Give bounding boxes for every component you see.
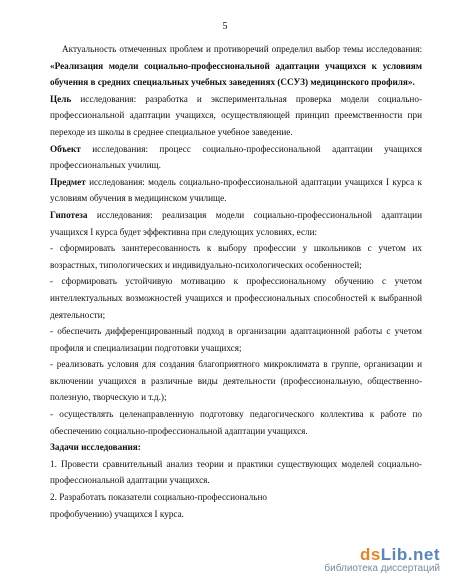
document-body bbox=[50, 41, 422, 522]
page-number: 5 bbox=[222, 21, 228, 32]
subject-text: исследования: модель социально-профессиональной адаптации учащихся I курса к условиям обучения в медицинском училище. bbox=[50, 176, 422, 204]
object-label: Объект bbox=[50, 143, 81, 154]
paragraph-hypothesis bbox=[50, 207, 422, 240]
paragraph-subject bbox=[50, 174, 422, 207]
tasks-heading-text: Задачи исследования: bbox=[50, 442, 141, 453]
hypothesis-text: исследования: реализация модели социально-профессиональной адаптации учащихся I курса будет эффективна при следующих условиях, если: bbox=[50, 209, 422, 237]
hypothesis-bullet: - сформировать устойчивую мотивацию к профессиональному обучению с учетом интеллектуальных возможностей учащихся и профессиональных способностей к выбранной деятельности; bbox=[50, 276, 422, 320]
paragraph-goal bbox=[50, 91, 422, 141]
tasks-heading bbox=[50, 439, 422, 456]
hypothesis-bullet: - осуществлять целенаправленную подготовку педагогического коллектива к работе по обеспечению социально-профессиональной адаптации учащихся. bbox=[50, 409, 422, 436]
task-item-continuation: профобучению) учащихся I курса. bbox=[50, 508, 184, 519]
relevance-lead: Актуальность отмеченных проблем и противоречий определил выбор темы исследования: bbox=[62, 44, 422, 54]
subject-label: Предмет bbox=[50, 176, 86, 187]
watermark-subtitle: библиотека диссертаций bbox=[324, 563, 440, 574]
object-text: исследования: процесс социально-профессиональной адаптации учащихся профессиональных училищ. bbox=[50, 143, 423, 171]
research-topic: «Реализация модели социально-профессиональной адаптации учащихся к условиям обучения в средних специальных учебных заведениях (ССУЗ) медицинского профиля». bbox=[50, 60, 422, 88]
hypothesis-bullet: - сформировать заинтересованность к выбору профессии у школьников с учетом их возрастных, типологических и индивидуально-психологических особенностей; bbox=[50, 243, 422, 270]
task-item: 2. Разработать показатели социально-профессионально bbox=[50, 492, 267, 503]
hypothesis-bullet: - реализовать условия для создания благоприятного микроклимата в группе, организации и включении учащихся в различные виды деятельности (профессиональную, общественно-полезную, творческую и т.д.); bbox=[50, 359, 422, 403]
watermark-brand-left: ds bbox=[359, 545, 381, 564]
task-item: 1. Провести сравнительный анализ теории и практики существующих моделей социально-профессиональной адаптации учащихся. bbox=[50, 458, 422, 486]
hypothesis-bullet: - обеспечить дифференцированный подход в организации адаптационной работы с учетом профиля и специализации подготовки учащихся; bbox=[50, 326, 422, 353]
hypothesis-label: Гипотеза bbox=[50, 209, 88, 220]
goal-label: Цель bbox=[50, 93, 72, 104]
paragraph-relevance bbox=[50, 41, 422, 91]
paragraph-object bbox=[50, 141, 422, 174]
watermark-brand-right: Lib.net bbox=[380, 545, 440, 564]
watermark-logo bbox=[324, 545, 440, 574]
watermark-brand bbox=[324, 545, 440, 565]
goal-text: исследования: разработка и экспериментальная проверка модели социально-профессиональной адаптации учащихся, осуществляющей принцип преемственности при переходе из школы в среднее специальное учебное заведение. bbox=[50, 93, 423, 137]
